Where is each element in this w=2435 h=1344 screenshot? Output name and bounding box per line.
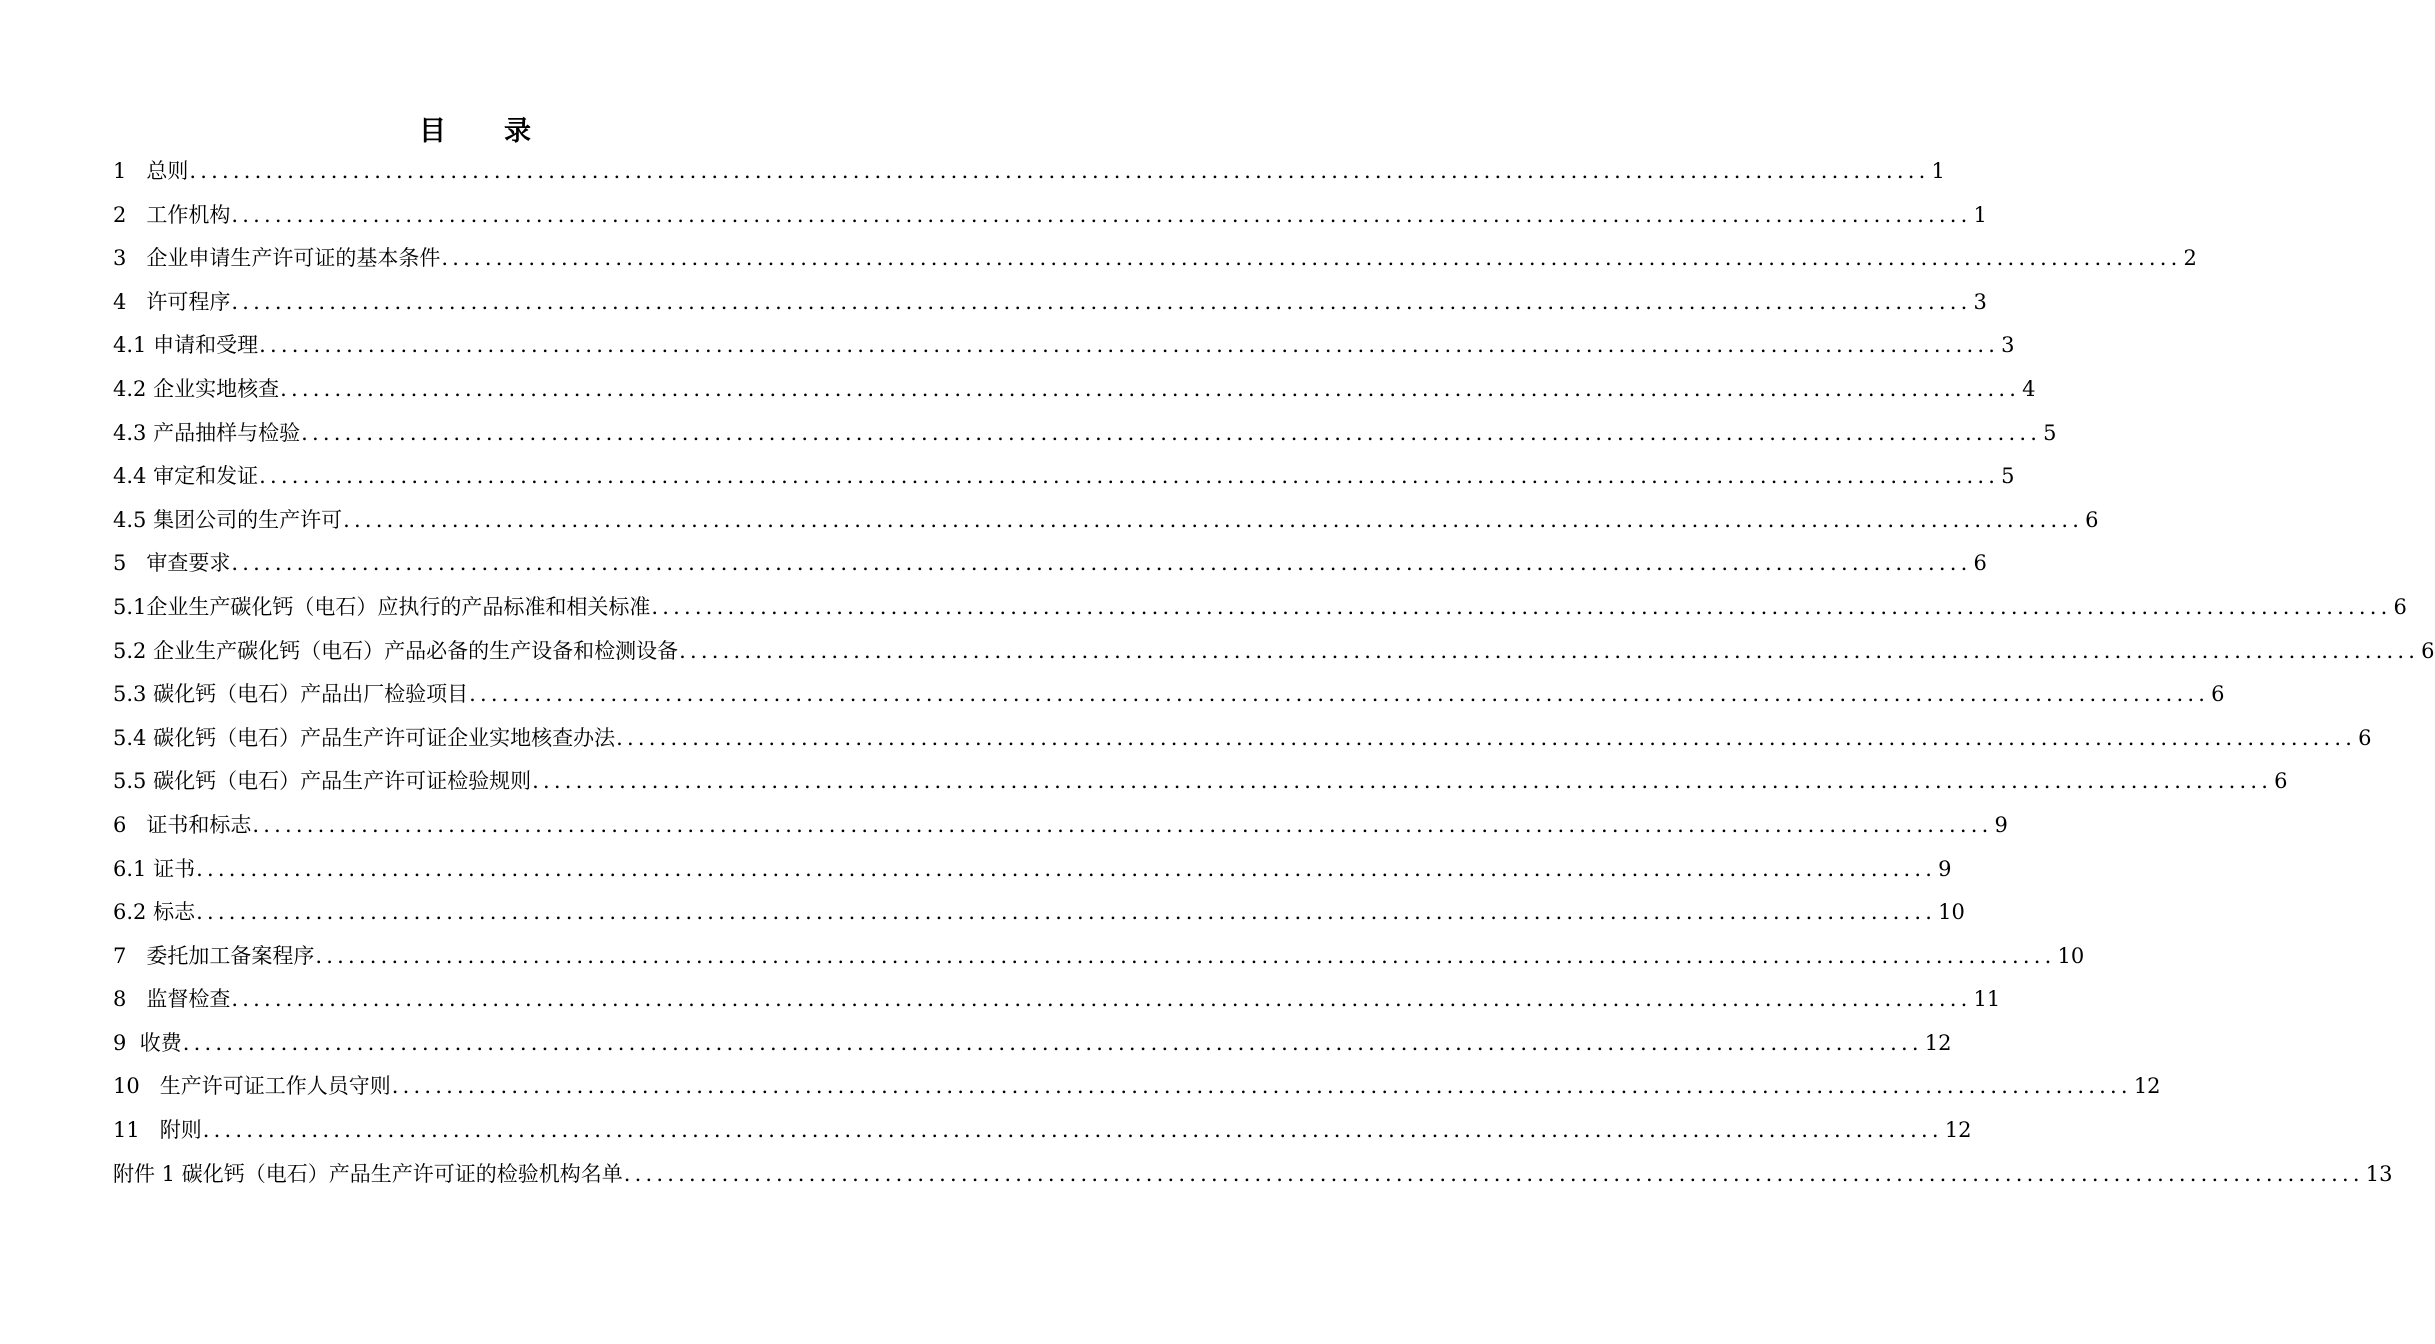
toc-entry-label: 企业申请生产许可证的基本条件 — [146, 246, 441, 271]
toc-entry-label: 企业实地核查 — [153, 376, 280, 401]
toc-entry-gap — [146, 499, 153, 543]
toc-entry — [113, 1109, 1972, 1153]
toc-entry-gap — [126, 804, 146, 848]
toc-entry-label: 企业生产碳化钙（电石）应执行的产品标准和相关标准 — [146, 594, 651, 619]
toc-entry-number: 附件 1 — [113, 1161, 176, 1186]
toc-entry-label: 证书和标志 — [146, 812, 252, 837]
toc-entry-number: 11 — [113, 1118, 140, 1143]
toc-entry-label: 碳化钙（电石）产品生产许可证的检验机构名单 — [181, 1161, 623, 1186]
toc-entry-gap — [126, 194, 146, 238]
toc-entry-gap — [126, 237, 146, 281]
toc-entry-gap — [126, 1022, 139, 1066]
toc-entry — [113, 281, 1987, 325]
toc-entry-number: 9 — [113, 1030, 127, 1055]
toc-entry-label: 产品抽样与检验 — [153, 420, 301, 445]
toc-entry-page-number: 10 — [2057, 943, 2085, 968]
toc-entry-gap — [146, 760, 153, 804]
toc-entry-page-number: 4 — [2022, 376, 2036, 401]
toc-entry-label: 审定和发证 — [153, 464, 259, 489]
toc-entry-gap — [146, 673, 153, 717]
toc-entry-number: 4 — [113, 289, 127, 314]
toc-entry — [113, 760, 2288, 804]
toc-dot-leader: ................................................................................................................................................................ — [259, 464, 2000, 489]
toc-dot-leader: ................................................................................................................................................................ — [231, 551, 1972, 576]
toc-entry-gap — [146, 455, 153, 499]
toc-entry — [113, 368, 2036, 412]
toc-entry-page-number: 12 — [1944, 1118, 1972, 1143]
toc-dot-leader: ................................................................................................................................................................ — [301, 420, 2042, 445]
toc-entry-gap — [126, 281, 146, 325]
toc-entry-label: 收费 — [139, 1030, 182, 1055]
toc-entry-gap — [146, 848, 153, 892]
toc-dot-leader: ................................................................................................................................................................ — [623, 1161, 2364, 1186]
toc-entry-number: 5.3 — [113, 682, 147, 707]
toc-entry-number: 8 — [113, 987, 127, 1012]
toc-entry-gap — [146, 891, 153, 935]
toc-entry-page-number: 12 — [1924, 1030, 1952, 1055]
toc-entry — [113, 1153, 2393, 1197]
toc-entry-page-number: 13 — [2365, 1161, 2393, 1186]
toc-entry-label: 委托加工备案程序 — [146, 943, 315, 968]
toc-entry-number: 4.4 — [113, 464, 147, 489]
toc-entry-gap — [126, 935, 146, 979]
toc-entry-page-number: 11 — [1973, 987, 2001, 1012]
toc-entry-page-number: 9 — [1938, 856, 1952, 881]
toc-entry-number: 6 — [113, 812, 127, 837]
toc-entry-label: 企业生产碳化钙（电石）产品必备的生产设备和检测设备 — [153, 638, 679, 663]
toc-entry — [113, 455, 2015, 499]
toc-entry — [113, 978, 2001, 1022]
toc-entry-number: 5.2 — [113, 638, 147, 663]
toc-entry — [113, 630, 2435, 674]
toc-entry-label: 申请和受理 — [153, 333, 259, 358]
toc-entry-gap — [140, 1109, 160, 1153]
toc-entry — [113, 1022, 1952, 1066]
toc-entry — [113, 935, 2085, 979]
toc-entry-gap — [140, 1065, 160, 1109]
toc-dot-leader: ................................................................................................................................................................ — [231, 289, 1972, 314]
toc-dot-leader: ................................................................................................................................................................ — [182, 1030, 1923, 1055]
toc-entry-label: 碳化钙（电石）产品出厂检验项目 — [153, 682, 469, 707]
toc-entry-page-number: 9 — [1994, 812, 2008, 837]
toc-dot-leader: ................................................................................................................................................................ — [679, 638, 2420, 663]
toc-entry-number: 4.5 — [113, 507, 147, 532]
toc-entry-gap — [126, 978, 146, 1022]
toc-entry — [113, 891, 1965, 935]
toc-entry-gap — [146, 368, 153, 412]
toc-entry-number: 1 — [113, 159, 127, 183]
toc-entry-page-number: 5 — [2043, 420, 2057, 445]
toc-entry-label: 工作机构 — [146, 202, 231, 227]
toc-dot-leader: ................................................................................................................................................................ — [532, 769, 2273, 794]
toc-entry-number: 6.2 — [113, 900, 147, 925]
toc-entry-label: 附则 — [159, 1118, 202, 1143]
toc-entry-page-number: 10 — [1938, 900, 1965, 925]
toc-entry — [113, 412, 2057, 456]
toc-dot-leader: ................................................................................................................................................................ — [441, 246, 2182, 271]
toc-entry-page-number: 6 — [2358, 725, 2372, 750]
toc-entry — [113, 237, 2197, 281]
toc-entry-label: 碳化钙（电石）产品生产许可证检验规则 — [153, 769, 532, 794]
toc-dot-leader: ................................................................................................................................................................ — [651, 594, 2392, 619]
toc-entry-number: 4.2 — [113, 376, 147, 401]
toc-entry-gap — [146, 630, 153, 674]
toc-entry-number: 5.4 — [113, 725, 147, 750]
toc-entry — [113, 324, 2015, 368]
toc-dot-leader: ................................................................................................................................................................ — [469, 682, 2210, 707]
toc-entry-page-number: 5 — [2001, 464, 2015, 489]
toc-entry — [113, 150, 1945, 194]
toc-entry-gap — [126, 542, 146, 586]
toc-dot-leader: ................................................................................................................................................................ — [231, 202, 1972, 227]
toc-entry — [113, 542, 1987, 586]
toc-entry-number: 6.1 — [113, 856, 147, 881]
toc-entry-page-number: 12 — [2133, 1074, 2161, 1099]
toc-dot-leader: ................................................................................................................................................................ — [343, 507, 2084, 532]
toc-entry — [113, 586, 2407, 630]
toc-entry — [113, 848, 1952, 892]
toc-entry — [113, 1065, 2161, 1109]
toc-entry-number: 5 — [113, 551, 127, 576]
toc-dot-leader: ................................................................................................................................................................ — [231, 987, 1972, 1012]
toc-dot-leader: ................................................................................................................................................................ — [196, 856, 1937, 881]
toc-entry-page-number: 6 — [2393, 594, 2407, 619]
toc-entry-label: 审查要求 — [146, 551, 231, 576]
toc-entry-label: 监督检查 — [146, 987, 231, 1012]
toc-entry — [113, 804, 2008, 848]
toc-entry-page-number: 3 — [1973, 289, 1987, 314]
toc-entry-number: 4.1 — [113, 333, 147, 358]
toc-dot-leader: ................................................................................................................................................................ — [202, 1118, 1943, 1143]
toc-entry-page-number: 1 — [1931, 159, 1945, 183]
toc-dot-leader: ................................................................................................................................................................ — [391, 1074, 2132, 1099]
toc-entry-number: 7 — [113, 943, 127, 968]
toc-entry-page-number: 6 — [1973, 551, 1987, 576]
toc-entry-label: 标志 — [153, 900, 196, 925]
toc-dot-leader: ................................................................................................................................................................ — [616, 725, 2357, 750]
toc-entry-gap — [126, 150, 146, 194]
toc-entry-label: 生产许可证工作人员守则 — [159, 1074, 391, 1099]
toc-entry-number: 5.5 — [113, 769, 147, 794]
toc-entry-gap — [146, 412, 153, 456]
toc-entry-number: 2 — [113, 202, 127, 227]
toc-dot-leader: ................................................................................................................................................................ — [259, 333, 2000, 358]
toc-dot-leader: ................................................................................................................................................................ — [189, 159, 1930, 183]
toc-entry-label: 总则 — [146, 159, 189, 183]
toc-entry-number: 5.1 — [113, 594, 147, 619]
toc-dot-leader: ................................................................................................................................................................ — [280, 376, 2021, 401]
toc-entry-page-number: 6 — [2421, 638, 2435, 663]
toc-entry-gap — [175, 1153, 182, 1197]
toc-entry-page-number: 3 — [2001, 333, 2015, 358]
toc-entry-page-number: 2 — [2183, 246, 2197, 271]
toc-entry — [113, 673, 2225, 717]
toc-entry-gap — [146, 717, 153, 761]
toc-dot-leader: ................................................................................................................................................................ — [315, 943, 2056, 968]
toc-entry-page-number: 6 — [2274, 769, 2288, 794]
toc-title: 目录 — [419, 116, 589, 147]
toc-entry-page-number: 6 — [2085, 507, 2099, 532]
toc-entry-gap — [146, 324, 153, 368]
toc-entry-number: 3 — [113, 246, 127, 271]
toc-entry-number: 10 — [113, 1074, 140, 1099]
table-of-contents — [113, 150, 2435, 1196]
toc-entry — [113, 499, 2099, 543]
toc-dot-leader: ................................................................................................................................................................ — [252, 812, 1993, 837]
toc-entry-number: 4.3 — [113, 420, 147, 445]
toc-entry-label: 碳化钙（电石）产品生产许可证企业实地核查办法 — [153, 725, 616, 750]
toc-entry-label: 许可程序 — [146, 289, 231, 314]
toc-entry-page-number: 1 — [1973, 202, 1987, 227]
toc-entry — [113, 194, 1987, 238]
toc-entry-label: 证书 — [153, 856, 196, 881]
toc-dot-leader: ................................................................................................................................................................ — [196, 900, 1937, 925]
toc-entry — [113, 717, 2372, 761]
toc-entry-label: 集团公司的生产许可 — [153, 507, 343, 532]
toc-entry-page-number: 6 — [2211, 682, 2225, 707]
